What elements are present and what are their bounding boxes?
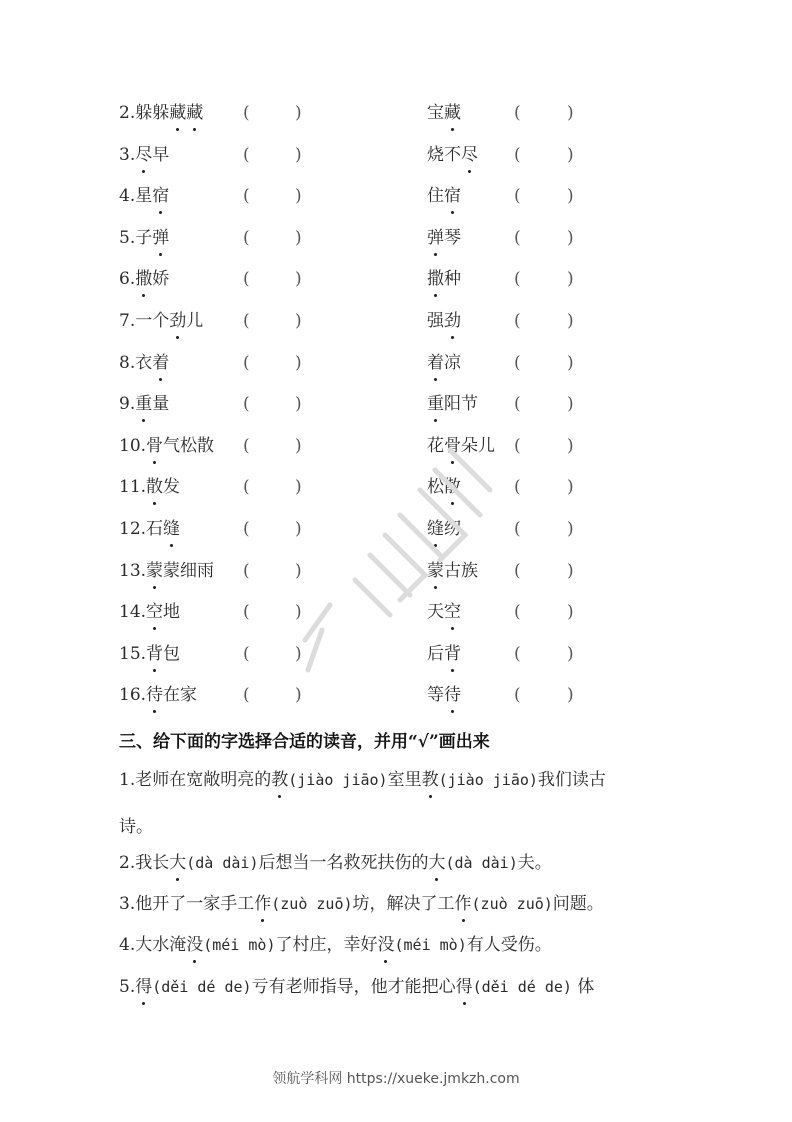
vocab-row <box>0 597 792 627</box>
emphasized-char: 得 <box>135 972 152 1002</box>
emphasized-char: 散 <box>444 472 461 502</box>
left-word <box>119 389 169 419</box>
right-word <box>427 431 495 461</box>
answer-blank-close: ) <box>295 477 302 498</box>
text-segment: 体 <box>571 977 595 997</box>
emphasized-char: 散 <box>146 472 163 502</box>
word-text <box>135 353 169 373</box>
emphasized-char: 背 <box>146 639 163 669</box>
answer-blank-close: ) <box>295 602 302 623</box>
vocab-row <box>0 264 792 294</box>
answer-blank-open[interactable]: ( <box>514 477 521 498</box>
answer-blank-close: ) <box>567 477 574 498</box>
emphasized-char: 宿 <box>152 181 169 211</box>
vocab-row <box>0 431 792 461</box>
word-text <box>146 519 180 539</box>
text-segment: 躲躲 <box>135 103 170 123</box>
right-word <box>427 306 461 336</box>
text-segment: 3.他开了一家手工 <box>119 894 255 914</box>
item-number: 6. <box>119 269 136 290</box>
pinyin-options[interactable]: (zuò zuō) <box>271 895 353 913</box>
text-segment: 后 <box>427 643 444 664</box>
answer-blank-open[interactable]: ( <box>243 311 250 331</box>
answer-blank-close: ) <box>295 685 302 706</box>
pinyin-options[interactable]: (méi mò) <box>203 936 276 954</box>
pinyin-options[interactable]: (zuò zuō) <box>471 895 553 913</box>
right-word <box>427 514 461 544</box>
answer-blank-close: ) <box>567 227 574 248</box>
answer-blank-open[interactable]: ( <box>514 144 521 165</box>
text-segment: 有人受伤。 <box>466 935 552 955</box>
text-segment: 量 <box>152 394 170 415</box>
answer-blank-open[interactable]: ( <box>514 394 521 415</box>
text-segment: 我们读古 <box>537 770 606 790</box>
text-segment: 2.我长 <box>119 853 170 873</box>
emphasized-char: 着 <box>152 348 169 378</box>
emphasized-char: 教 <box>271 765 288 795</box>
emphasized-char: 作 <box>254 889 271 919</box>
answer-blank-close: ) <box>295 186 302 207</box>
answer-blank-open[interactable]: ( <box>514 435 521 456</box>
left-word <box>119 597 180 627</box>
item-number: 13. <box>119 560 147 581</box>
text-segment: 一个 <box>135 311 170 331</box>
item-number: 7. <box>119 311 136 331</box>
emphasized-char: 重 <box>427 389 444 419</box>
right-word <box>427 680 461 710</box>
answer-blank-close: ) <box>567 602 574 623</box>
word-text <box>146 644 180 664</box>
answer-blank-open[interactable]: ( <box>243 227 250 248</box>
answer-blank-open[interactable]: ( <box>243 103 250 123</box>
answer-blank-close: ) <box>295 435 302 456</box>
answer-blank-open[interactable]: ( <box>514 560 521 581</box>
emphasized-char: 尽 <box>461 140 478 170</box>
answer-blank-open[interactable]: ( <box>243 144 250 165</box>
right-word <box>427 140 478 170</box>
word-text <box>146 602 180 622</box>
answer-blank-close: ) <box>567 311 574 331</box>
emphasized-char: 弹 <box>427 223 444 253</box>
answer-blank-open[interactable]: ( <box>514 103 521 123</box>
answer-blank-open[interactable]: ( <box>243 435 250 456</box>
text-segment: 衣 <box>135 352 153 373</box>
answer-blank-open[interactable]: ( <box>243 519 250 539</box>
left-word <box>119 223 169 253</box>
word-text <box>146 436 214 456</box>
vocab-row <box>0 639 792 669</box>
answer-blank-close: ) <box>567 352 574 373</box>
emphasized-char: 作 <box>455 889 472 919</box>
text-segment: 天 <box>427 602 444 623</box>
answer-blank-close: ) <box>567 643 574 664</box>
vocab-row <box>0 98 792 128</box>
right-word <box>427 98 461 128</box>
item-number: 5. <box>119 227 136 248</box>
item-number: 9. <box>119 394 136 415</box>
answer-blank-open[interactable]: ( <box>243 269 250 290</box>
pinyin-options[interactable]: (méi mò) <box>394 936 467 954</box>
answer-blank-open[interactable]: ( <box>243 186 250 207</box>
right-word <box>427 597 461 627</box>
vocab-row <box>0 680 792 710</box>
word-text <box>135 269 169 289</box>
text-segment: 在家 <box>163 685 198 706</box>
emphasized-char: 蒙 <box>146 556 163 586</box>
answer-blank-open[interactable]: ( <box>514 352 521 373</box>
left-word <box>119 348 169 378</box>
pinyin-options[interactable]: (děi dé de) <box>472 978 572 996</box>
text-segment: 亏有老师指导，他才能把心 <box>251 977 456 997</box>
word-text <box>135 394 169 414</box>
text-segment: 了村庄，幸好 <box>275 935 378 955</box>
answer-blank-open[interactable]: ( <box>514 519 521 539</box>
text-segment: 问题。 <box>552 894 604 914</box>
left-word <box>119 140 169 170</box>
vocab-row <box>0 556 792 586</box>
pinyin-options[interactable]: (dà dài) <box>445 854 518 872</box>
word-text <box>146 561 214 581</box>
emphasized-char: 教 <box>422 765 439 795</box>
text-segment: 4.大水淹 <box>119 935 187 955</box>
pinyin-options[interactable]: (jiào jiāo) <box>438 771 538 789</box>
answer-blank-close: ) <box>295 144 302 165</box>
text-segment: 后想当一名救死扶伤的 <box>258 853 429 873</box>
left-word <box>119 680 197 710</box>
text-segment: 早 <box>152 144 170 165</box>
text-segment: 琴 <box>444 227 461 248</box>
vocab-row <box>0 306 792 336</box>
answer-blank-close: ) <box>295 227 302 248</box>
text-segment: 诗。 <box>119 817 153 837</box>
answer-blank-close: ) <box>295 103 302 123</box>
emphasized-char: 劲 <box>444 306 461 336</box>
text-segment: 种 <box>444 269 461 290</box>
emphasized-char: 重 <box>135 389 152 419</box>
item-number: 14. <box>119 602 147 623</box>
answer-blank-close: ) <box>567 269 574 290</box>
question-sentence <box>119 889 604 919</box>
emphasized-char: 撒 <box>135 264 152 294</box>
vocab-row <box>0 181 792 211</box>
emphasized-char: 藏 <box>444 98 461 128</box>
emphasized-char: 撒 <box>427 264 444 294</box>
vocab-row <box>0 348 792 378</box>
vocab-row <box>0 140 792 170</box>
right-word <box>427 472 461 502</box>
item-number: 15. <box>119 643 147 664</box>
emphasized-char: 尽 <box>135 140 152 170</box>
text-segment: 朵儿 <box>461 435 495 456</box>
answer-blank-open[interactable]: ( <box>514 269 521 290</box>
answer-blank-open[interactable]: ( <box>514 685 521 706</box>
item-number: 4. <box>119 186 136 207</box>
question-sentence <box>119 812 153 842</box>
section-three-heading: 三、给下面的字选择合适的读音，并用“√”画出来 <box>119 732 490 752</box>
text-segment: 子 <box>135 227 153 248</box>
text-segment: 1.老师在宽敞明亮的 <box>119 770 272 790</box>
item-number: 11. <box>119 477 147 498</box>
left-word <box>119 639 180 669</box>
answer-blank-close: ) <box>295 394 302 415</box>
vocab-row <box>0 514 792 544</box>
answer-blank-open[interactable]: ( <box>243 394 250 415</box>
emphasized-char: 大 <box>428 848 445 878</box>
answer-blank-open[interactable]: ( <box>514 311 521 331</box>
text-segment: 强 <box>427 311 444 331</box>
text-segment: 星 <box>135 186 153 207</box>
vocab-row <box>0 223 792 253</box>
answer-blank-close: ) <box>295 311 302 331</box>
answer-blank-close: ) <box>567 186 574 207</box>
item-number: 2. <box>119 103 136 123</box>
answer-blank-open[interactable]: ( <box>514 643 521 664</box>
text-segment: 阳节 <box>444 394 478 415</box>
emphasized-char: 骨 <box>444 431 461 461</box>
answer-blank-open[interactable]: ( <box>243 643 250 664</box>
emphasized-char: 缝 <box>163 514 180 544</box>
text-segment: 地 <box>163 602 181 623</box>
left-word <box>119 431 214 461</box>
word-text <box>135 311 203 331</box>
answer-blank-close: ) <box>567 560 574 581</box>
answer-blank-close: ) <box>295 643 302 664</box>
answer-blank-open[interactable]: ( <box>514 602 521 623</box>
text-segment: 发 <box>163 477 181 498</box>
left-word <box>119 264 169 294</box>
left-word <box>119 556 214 586</box>
answer-blank-close: ) <box>567 519 574 539</box>
emphasized-char: 宿 <box>444 181 461 211</box>
answer-blank-open[interactable]: ( <box>243 602 250 623</box>
answer-blank-close: ) <box>567 103 574 123</box>
right-word <box>427 223 461 253</box>
right-word <box>427 181 461 211</box>
left-word <box>119 306 203 336</box>
text-segment: 松 <box>427 477 444 498</box>
emphasized-char: 骨 <box>146 431 163 461</box>
answer-blank-open[interactable]: ( <box>243 352 250 373</box>
text-segment: 古族 <box>444 560 478 581</box>
emphasized-char: 空 <box>444 597 461 627</box>
right-word <box>427 348 461 378</box>
text-segment: 宝 <box>427 103 444 123</box>
answer-blank-close: ) <box>295 269 302 290</box>
answer-blank-open[interactable]: ( <box>514 186 521 207</box>
emphasized-char: 蒙 <box>427 556 444 586</box>
right-word <box>427 639 461 669</box>
emphasized-char: 藏 <box>186 98 203 128</box>
word-text <box>146 477 180 497</box>
vocab-row <box>0 389 792 419</box>
text-segment: 娇 <box>152 269 170 290</box>
pinyin-options[interactable]: (děi dé de) <box>152 978 252 996</box>
emphasized-char: 没 <box>377 930 394 960</box>
left-word <box>119 98 203 128</box>
left-word <box>119 472 180 502</box>
question-sentence <box>119 930 552 960</box>
emphasized-char: 空 <box>146 597 163 627</box>
emphasized-char: 没 <box>186 930 203 960</box>
answer-blank-open[interactable]: ( <box>243 477 250 498</box>
left-word <box>119 181 169 211</box>
item-number: 16. <box>119 685 147 706</box>
right-word <box>427 389 478 419</box>
item-number: 8. <box>119 352 136 373</box>
text-segment: 花 <box>427 435 444 456</box>
pinyin-options[interactable]: (jiào jiāo) <box>288 771 388 789</box>
emphasized-char: 得 <box>456 972 473 1002</box>
text-segment: 室里 <box>387 770 422 790</box>
text-segment: 凉 <box>444 352 461 373</box>
text-segment: 蒙细雨 <box>163 560 215 581</box>
word-text <box>135 145 169 165</box>
footer-source: 领航学科网 https://xueke.jmkzh.com <box>272 1071 520 1087</box>
text-segment: 夫。 <box>517 853 552 873</box>
text-segment: 烧不 <box>427 144 461 165</box>
emphasized-char: 背 <box>444 639 461 669</box>
answer-blank-close: ) <box>567 144 574 165</box>
text-segment: 住 <box>427 186 444 207</box>
emphasized-char: 弹 <box>152 223 169 253</box>
answer-blank-close: ) <box>567 685 574 706</box>
emphasized-char: 大 <box>169 848 186 878</box>
text-segment: 儿 <box>186 311 204 331</box>
text-segment: 纫 <box>444 519 461 539</box>
question-sentence <box>119 848 552 878</box>
word-text <box>135 228 169 248</box>
item-number: 10. <box>119 435 147 456</box>
answer-blank-close: ) <box>295 352 302 373</box>
item-number: 12. <box>119 519 147 539</box>
word-text <box>135 103 203 123</box>
pinyin-options[interactable]: (dà dài) <box>186 854 259 872</box>
item-number: 3. <box>119 144 136 165</box>
left-word <box>119 514 180 544</box>
answer-blank-close: ) <box>567 394 574 415</box>
question-sentence <box>119 972 594 1002</box>
answer-blank-open[interactable]: ( <box>243 685 250 706</box>
text-segment: 坊，解决了工 <box>352 894 455 914</box>
emphasized-char: 待 <box>444 680 461 710</box>
right-word <box>427 556 478 586</box>
answer-blank-close: ) <box>295 560 302 581</box>
right-word <box>427 264 461 294</box>
answer-blank-open[interactable]: ( <box>514 227 521 248</box>
answer-blank-open[interactable]: ( <box>243 560 250 581</box>
question-sentence <box>119 765 606 795</box>
emphasized-char: 着 <box>427 348 444 378</box>
emphasized-char: 待 <box>146 680 163 710</box>
vocab-row <box>0 472 792 502</box>
word-text <box>146 685 197 705</box>
text-segment: 等 <box>427 685 444 706</box>
answer-blank-close: ) <box>295 519 302 539</box>
emphasized-char: 劲 <box>169 306 186 336</box>
answer-blank-close: ) <box>567 435 574 456</box>
text-segment: 包 <box>163 643 181 664</box>
word-text <box>135 186 169 206</box>
text-segment: 5. <box>119 977 136 997</box>
emphasized-char: 缝 <box>427 514 444 544</box>
text-segment: 石 <box>146 519 164 539</box>
text-segment: 气松散 <box>163 435 215 456</box>
emphasized-char: 藏 <box>169 98 186 128</box>
